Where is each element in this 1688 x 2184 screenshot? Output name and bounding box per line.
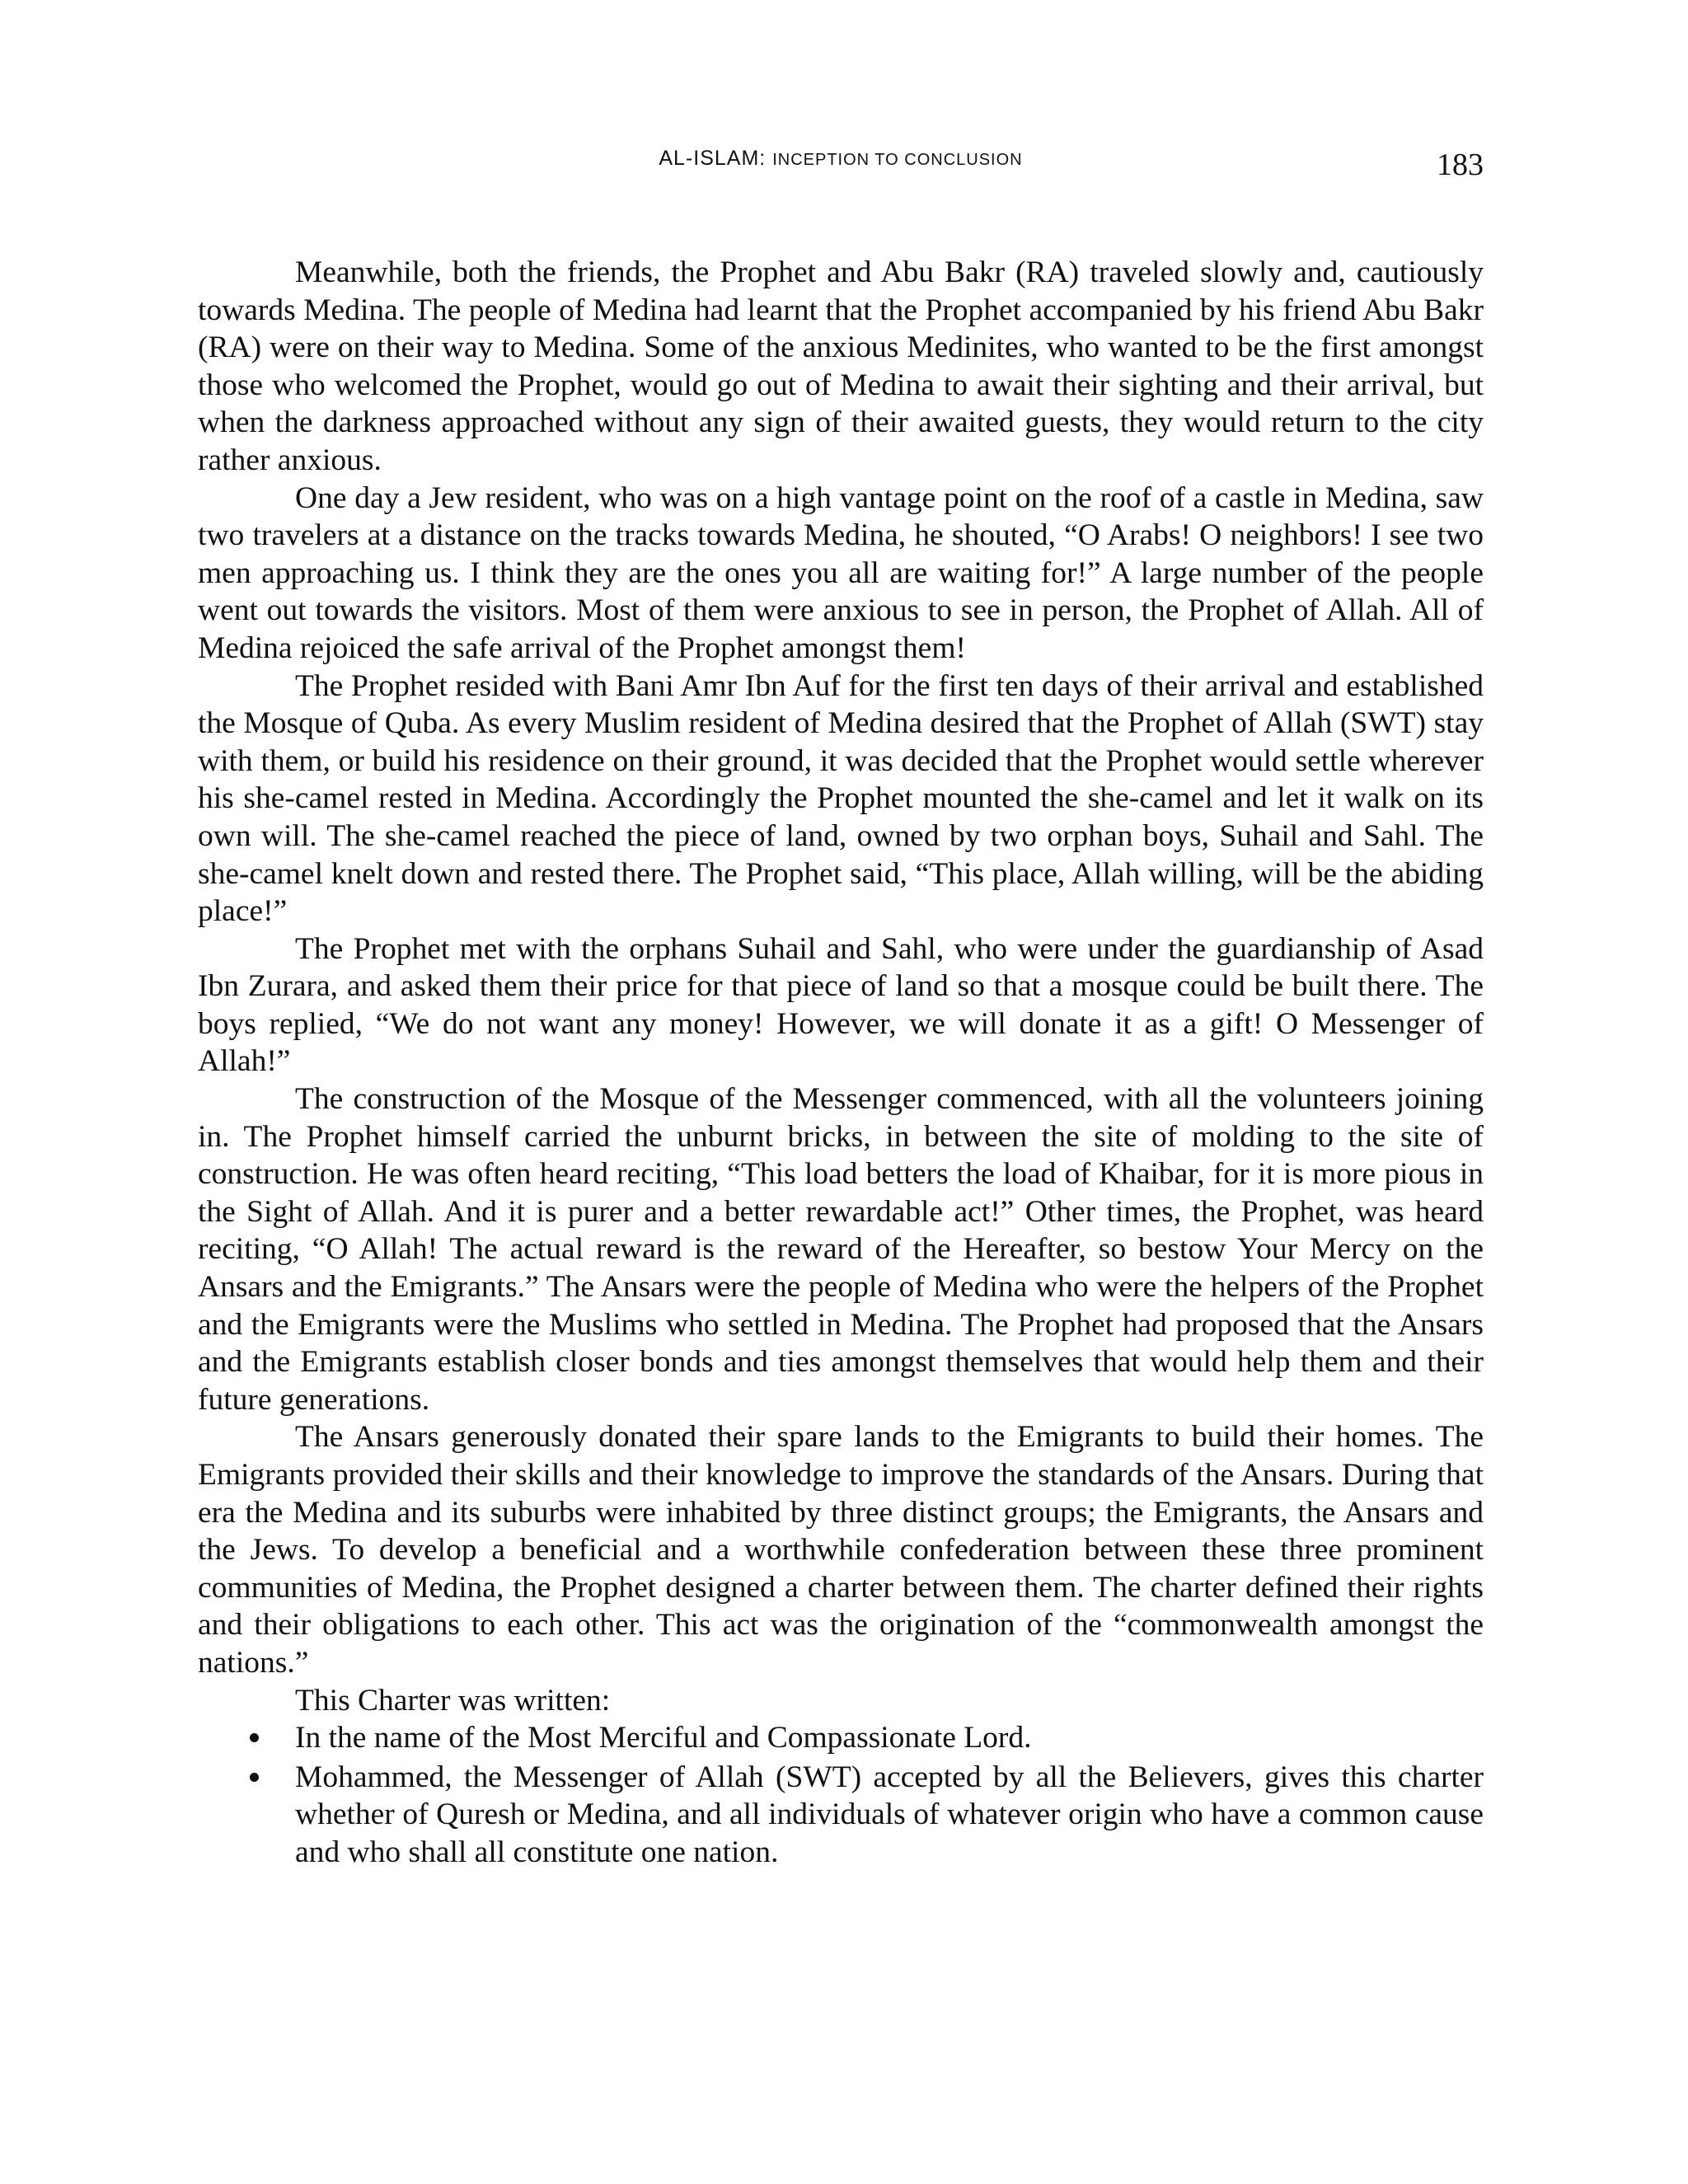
bullet-icon [250, 1773, 259, 1782]
list-item-text: Mohammed, the Messenger of Allah (SWT) accepted by all the Believers, gives this charter whether of Quresh or Medina, and all individuals of whatever origin who have a common cause and who shall all constitute one nation. [295, 1760, 1484, 1869]
bullet-icon [250, 1733, 259, 1742]
list-item [198, 1759, 1484, 1872]
header-title-prefix: AL-ISLAM: [659, 147, 773, 170]
header-title-rest: INCEPTION TO CONCLUSION [772, 151, 1023, 169]
paragraph: The Ansars generously donated their spare lands to the Emigrants to build their homes. The Emigrants provided their skills and their knowledge to improve the standards of the Ansars. During that era the Medina and its suburbs were inhabited by three distinct groups; the Emigrants, the Ansars and the Jews. To develop a beneficial and a worthwhile confederation between these three prominent communities of Medina, the Prophet designed a charter between them. The charter defined their rights and their obligations to each other. This act was the origination of the “commonwealth amongst the nations.” [198, 1420, 1484, 1680]
charter-list [198, 1719, 1484, 1871]
body-text [198, 254, 1484, 1873]
list-item-text: In the name of the Most Merciful and Compassionate Lord. [295, 1721, 1032, 1755]
charter-intro: This Charter was written: [295, 1683, 611, 1718]
paragraph: Meanwhile, both the friends, the Prophet and Abu Bakr (RA) traveled slowly and, cautiously towards Medina. The people of Medina had learnt that the Prophet accompanied by his friend Abu Bakr (RA) were on their way to Medina. Some of the anxious Medinites, who wanted to be the first amongst those who welcomed the Prophet, would go out of Medina to await their sighting and their arrival, but when the darkness approached without any sign of their awaited guests, they would return to the city rather anxious. [198, 255, 1484, 477]
page-number: 183 [1437, 148, 1484, 182]
paragraph: The Prophet resided with Bani Amr Ibn Auf for the first ten days of their arrival and established the Mosque of Quba. As every Muslim resident of Medina desired that the Prophet of Allah (SWT) stay with them, or build his residence on their ground, it was decided that the Prophet would settle wherever his she-camel rested in Medina. Accordingly the Prophet mounted the she-camel and let it walk on its own will. The she-camel reached the piece of land, owned by two orphan boys, Suhail and Sahl. The she-camel knelt down and rested there. The Prophet said, “This place, Allah willing, will be the abiding place!” [198, 668, 1484, 929]
paragraph: One day a Jew resident, who was on a high vantage point on the roof of a castle in Medina, saw two travelers at a distance on the tracks towards Medina, he shouted, “O Arabs! O neighbors! I see two men approaching us. I think they are the ones you all are waiting for!” A large number of the people went out towards the visitors. Most of them were anxious to see in person, the Prophet of Allah. All of Medina rejoiced the safe arrival of the Prophet amongst them! [198, 480, 1484, 665]
running-header [198, 147, 1484, 171]
list-item [198, 1719, 1484, 1757]
paragraph: The Prophet met with the orphans Suhail and Sahl, who were under the guardianship of Asad Ibn Zurara, and asked them their price for that piece of land so that a mosque could be built there. The boys replied, “We do not want any money! However, we will donate it as a gift! O Messenger of Allah!” [198, 931, 1484, 1079]
paragraph: The construction of the Mosque of the Messenger commenced, with all the volunteers joining in. The Prophet himself carried the unburnt bricks, in between the site of molding to the site of construction. He was often heard reciting, “This load betters the load of Khaibar, for it is more pious in the Sight of Allah. And it is purer and a better rewardable act!” Other times, the Prophet, was heard reciting, “O Allah! The actual reward is the reward of the Hereafter, so bestow Your Mercy on the Ansars and the Emigrants.” The Ansars were the people of Medina who were the helpers of the Prophet and the Emigrants were the Muslims who settled in Medina. The Prophet had proposed that the Ansars and the Emigrants establish closer bonds and ties amongst themselves that would help them and their future generations. [198, 1082, 1484, 1417]
